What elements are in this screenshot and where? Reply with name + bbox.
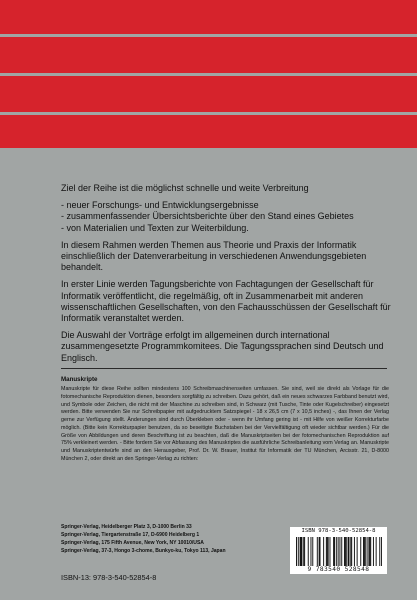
- barcode-bar: [357, 537, 358, 566]
- barcode-bar: [349, 537, 350, 566]
- intro-paragraph-proceedings: In erster Linie werden Tagungsberichte von Fachtagungen der Gesellschaft für Informatik veröffentlicht, die regelmäßig, oft in Zusammenarbeit mit anderen wissenschaftlichen Gesellschaften, von den Fachausschüssen der Gesellschaft für Informatik veranstaltet werden.: [61, 279, 391, 324]
- barcode-bar: [379, 537, 380, 566]
- barcode-bar: [338, 537, 339, 566]
- manuscripts-section: [61, 376, 389, 464]
- barcode-bar: [317, 537, 318, 566]
- barcode-bars: [296, 537, 382, 566]
- barcode-bar: [350, 537, 351, 566]
- barcode-bar: [334, 537, 335, 566]
- barcode-bar: [304, 537, 305, 566]
- barcode-bar: [345, 537, 346, 566]
- intro-paragraph-goal: Ziel der Reihe ist die möglichst schnelle und weite Verbreitung: [61, 183, 309, 193]
- address-line: Springer-Verlag, Tiergartenstraße 17, D-6900 Heidelberg 1: [61, 531, 200, 538]
- section-divider: [61, 368, 387, 369]
- barcode-bar: [341, 537, 342, 566]
- band-stripe: [0, 112, 417, 115]
- band-stripe: [0, 34, 417, 37]
- series-description: [61, 183, 391, 370]
- barcode-box: [290, 527, 387, 574]
- barcode-bar: [300, 537, 301, 566]
- barcode-bar: [364, 537, 365, 566]
- address-line: Springer-Verlag, Heidelberger Platz 3, D-1000 Berlin 33: [61, 524, 192, 530]
- address-line: Springer-Verlag, 175 Fifth Avenue, New York, NY 10010/USA: [61, 539, 204, 546]
- barcode-bar: [339, 537, 340, 566]
- intro-paragraph-topics: In diesem Rahmen werden Themen aus Theorie und Praxis der Informatik einschließlich der Datenverarbeitung in verschiedenen Anwendungsgebieten behandelt.: [61, 239, 367, 273]
- barcode-bar: [298, 537, 299, 566]
- barcode-bar: [344, 537, 345, 566]
- intro-bullet: - von Materialien und Texten zur Weiterbildung.: [61, 222, 249, 233]
- barcode-bar: [376, 537, 377, 566]
- barcode-bar: [336, 537, 337, 566]
- barcode-bar: [348, 537, 349, 566]
- barcode-digits: 9 783540 528548: [307, 566, 370, 573]
- barcode-bar: [310, 537, 311, 566]
- barcode-bar: [354, 537, 355, 566]
- isbn-footer: ISBN-13: 978-3-540-52854-8: [61, 573, 157, 582]
- barcode-bar: [312, 537, 313, 566]
- barcode-bar: [296, 537, 297, 566]
- address-line: Springer-Verlag, 37-3, Hongo 3-chome, Bunkyo-ku, Tokyo 113, Japan: [61, 547, 226, 554]
- barcode-bar: [370, 537, 371, 566]
- barcode-bar: [329, 537, 330, 566]
- intro-bullet-list: [61, 200, 391, 234]
- barcode-bar: [323, 537, 324, 566]
- barcode-bar: [303, 537, 304, 566]
- barcode-bar: [368, 537, 369, 566]
- intro-paragraph-selection: Die Auswahl der Vorträge erfolgt im allgemeinen durch international zusammengesetzte Programmkomitees. Die Tagungssprachen sind Deutsch und Englisch.: [61, 330, 384, 363]
- barcode-bar: [367, 537, 368, 566]
- cover-red-band: [0, 0, 417, 148]
- barcode-bar: [351, 537, 352, 566]
- barcode-bar: [326, 537, 327, 566]
- barcode-bar: [365, 537, 366, 566]
- barcode-bar: [301, 537, 302, 566]
- barcode-bar: [319, 537, 320, 566]
- barcode-bar: [327, 537, 328, 566]
- manuscripts-heading: Manuskripte: [61, 376, 98, 383]
- intro-bullet: - neuer Forschungs- und Entwicklungsergebnisse: [61, 200, 259, 211]
- band-stripe: [0, 73, 417, 76]
- barcode-bar: [328, 537, 329, 566]
- intro-bullet: - zusammenfassender Übersichtsberichte über den Stand eines Gebietes: [61, 211, 354, 222]
- barcode-bar: [320, 537, 321, 566]
- barcode-bar: [381, 537, 382, 566]
- publisher-addresses: [61, 524, 291, 556]
- barcode-bar: [373, 537, 374, 566]
- barcode-bar: [333, 537, 334, 566]
- barcode-bar: [360, 537, 361, 566]
- barcode-bar: [363, 537, 364, 566]
- manuscripts-body: Manuskripte für diese Reihe sollten mindestens 100 Schreibmaschinenseiten umfassen. Sie sind, weil sie direkt als Vorlage für die fotomechanische Reproduktion dienen, besonders sorgfältig zu schreiben. Dazu gehört, daß ein neues schwarzes Farbband benutzt wird, und Symbole oder Zeichen, die nicht mit der Maschine zu schreiben sind, in Schwarz (mit Tusche, Tinte oder Kugelschreiber) eingesetzt werden. Bitte verwenden Sie nur Schreibpapier mit aufgedrucktem Satzspiegel - 18 x 26,5 cm (7 x 10,5 inches) -, das Ihnen der Verlag gerne zur Verfügung stellt. Änderungen sind durch Überkleben oder - wenn ihr Umfang gering ist - mit Hilfe von weißer Korrekturfarbe möglich. (Bitte kein Korrekturpapier benutzen, da so beseitigte Buchstaben bei der Vervielfältigung oft wieder sichtbar werden.) Für die Größe von Abbildungen und deren Beschriftung ist zu beachten, daß die Manuskriptseiten bei der fotomechanischen Reproduktion auf 75% verkleinert werden. - Bitte fordern Sie vor Abfassung des Manuskriptes die ausführliche Schreibanleitung vom Verlag an. Manuskripte und Manuskriptentwürfe sind an den Herausgeber, Prof. Dr. W. Brauer, Institut für Informatik der TU München, Arcisstr. 21, D-8000 München 2, oder direkt an den Springer-Verlag zu richten:: [61, 386, 389, 462]
- barcode-bar: [346, 537, 347, 566]
- barcode-isbn-label: ISBN 978-3-540-52854-8: [301, 528, 376, 534]
- barcode-bar: [308, 537, 309, 566]
- barcode-bar: [301, 537, 302, 566]
- barcode-bar: [369, 537, 370, 566]
